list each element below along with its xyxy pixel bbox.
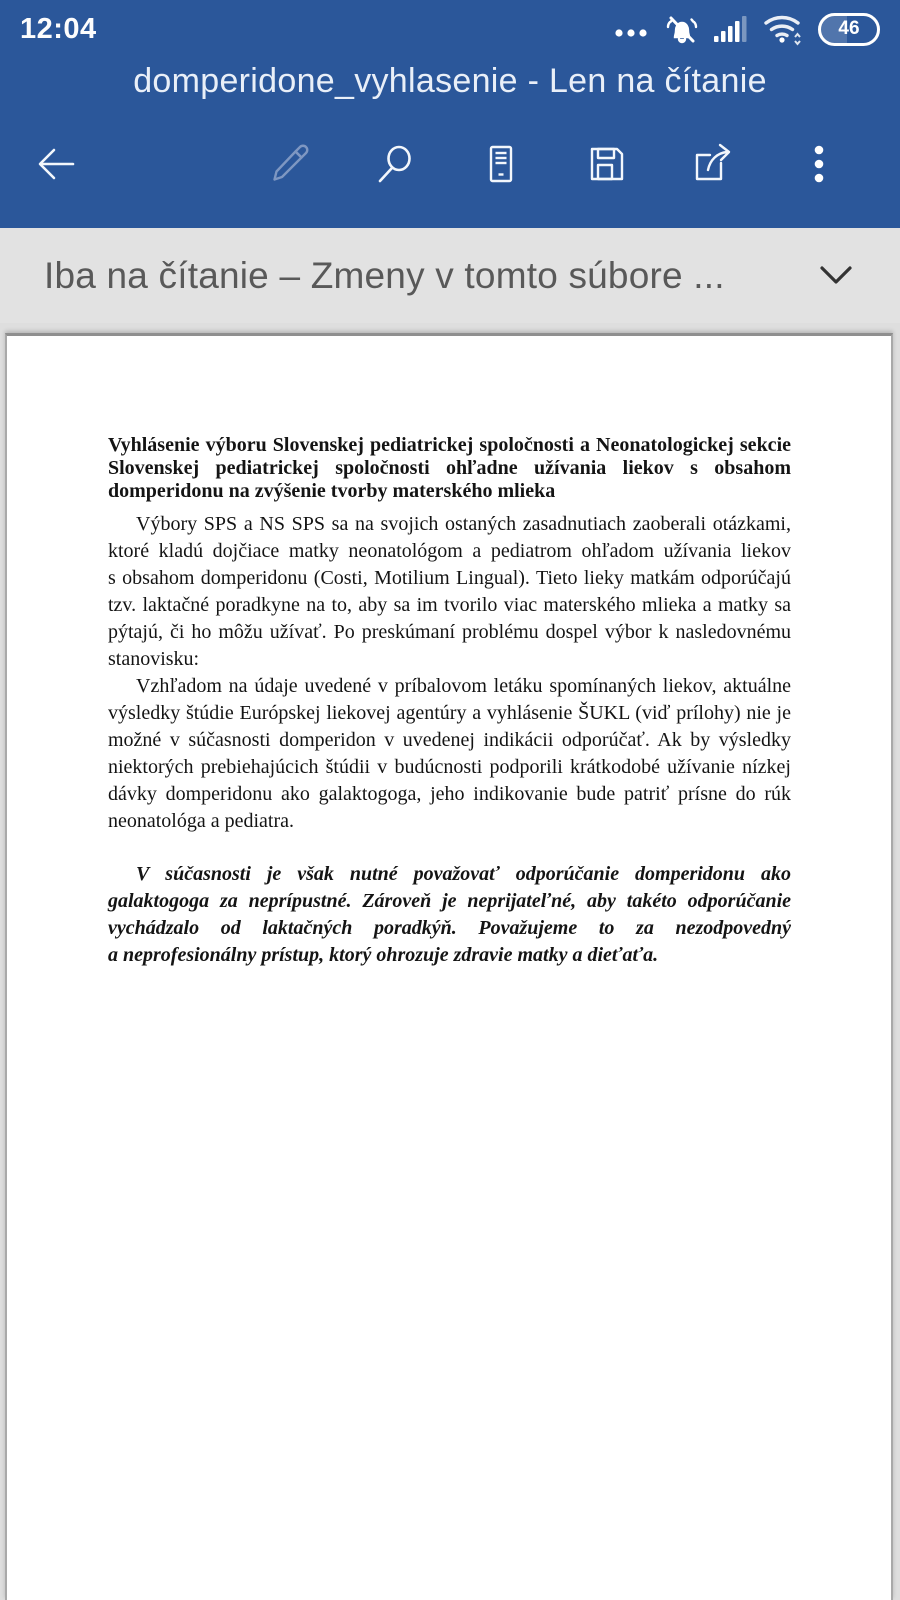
pencil-icon bbox=[267, 142, 311, 186]
edit-button[interactable] bbox=[265, 140, 313, 188]
document-heading: Vyhlásenie výboru Slovenskej pediatrickej spoločnosti a Neonatologickej sekcie Slovenskej pediatrickej spoločnosti ohľadne užívania liekov s obsahom domperidonu na zvýšenie tvorby materského mlieka bbox=[108, 434, 791, 502]
cellular-signal-icon bbox=[712, 13, 750, 45]
battery-percent: 46 bbox=[838, 18, 860, 39]
document-title: domperidone_vyhlasenie - Len na čítanie bbox=[133, 62, 767, 100]
status-time: 12:04 bbox=[20, 12, 97, 45]
paragraph-1: Výbory SPS a NS SPS sa na svojich ostaných zasadnutiach zaoberali otázkami, ktoré kladú dojčiace matky neonatológom a pediatrom ohľadom užívania liekov s obsahom domperidonu (Costi, Motilium Lingual). Tieto lieky matkám odporúčajú tzv. laktačné poradkyne na to, aby sa im tvorilo viac materského mlieka a matky sa pýtajú, či ho môžu užívať. Po preskúmaní problému dospel výbor k nasledovnému stanovisku: bbox=[108, 513, 791, 670]
toolbar bbox=[0, 124, 900, 204]
wifi-icon bbox=[762, 12, 806, 46]
search-button[interactable] bbox=[371, 140, 419, 188]
back-button[interactable] bbox=[32, 140, 80, 188]
notifications-muted-icon bbox=[664, 13, 700, 45]
chevron-down-icon bbox=[816, 263, 856, 289]
mobile-view-icon bbox=[479, 142, 523, 186]
save-button[interactable] bbox=[583, 140, 631, 188]
share-button[interactable] bbox=[689, 140, 737, 188]
more-notifications-icon bbox=[612, 14, 652, 44]
back-arrow-icon bbox=[33, 141, 79, 187]
paragraph-3: V súčasnosti je však nutné považovať odporúčanie domperidonu ako galaktogoga za neprípustné. Zároveň je neprijateľné, aby takéto odporúčanie vychádzalo od laktačných poradkýň. Považujeme to za nezodpovedný a neprofesionálny prístup, ktorý ohrozuje zdravie matky a dieťaťa. bbox=[108, 863, 791, 966]
search-icon bbox=[373, 142, 417, 186]
save-floppy-icon bbox=[585, 142, 629, 186]
readonly-banner[interactable] bbox=[0, 228, 900, 323]
document-canvas bbox=[0, 323, 900, 1600]
vertical-dots-icon bbox=[811, 140, 827, 188]
mobile-view-button[interactable] bbox=[477, 140, 525, 188]
overflow-menu-button[interactable] bbox=[795, 140, 843, 188]
document-content bbox=[7, 336, 891, 969]
app-header bbox=[0, 0, 900, 228]
battery-icon bbox=[818, 13, 880, 46]
share-icon bbox=[690, 141, 736, 187]
document-page[interactable] bbox=[5, 333, 893, 1600]
paragraph-2: Vzhľadom na údaje uvedené v príbalovom letáku spomínaných liekov, aktuálne výsledky štúdie Európskej liekovej agentúry a vyhlásenie ŠUKL (viď prílohy) nie je možné v súčasnosti domperidon v uvedenej indikácii odporúčať. Ak by výsledky niektorých prebiehajúcich štúdii v budúcnosti podporili krátkodobé užívanie nízkej dávky domperidonu ako galaktogoga, jeho indikovanie bude patriť prísne do rúk neonatológa a pediatra. bbox=[108, 675, 791, 832]
readonly-banner-text: Iba na čítanie – Zmeny v tomto súbore ... bbox=[44, 254, 725, 296]
status-bar bbox=[0, 0, 900, 58]
